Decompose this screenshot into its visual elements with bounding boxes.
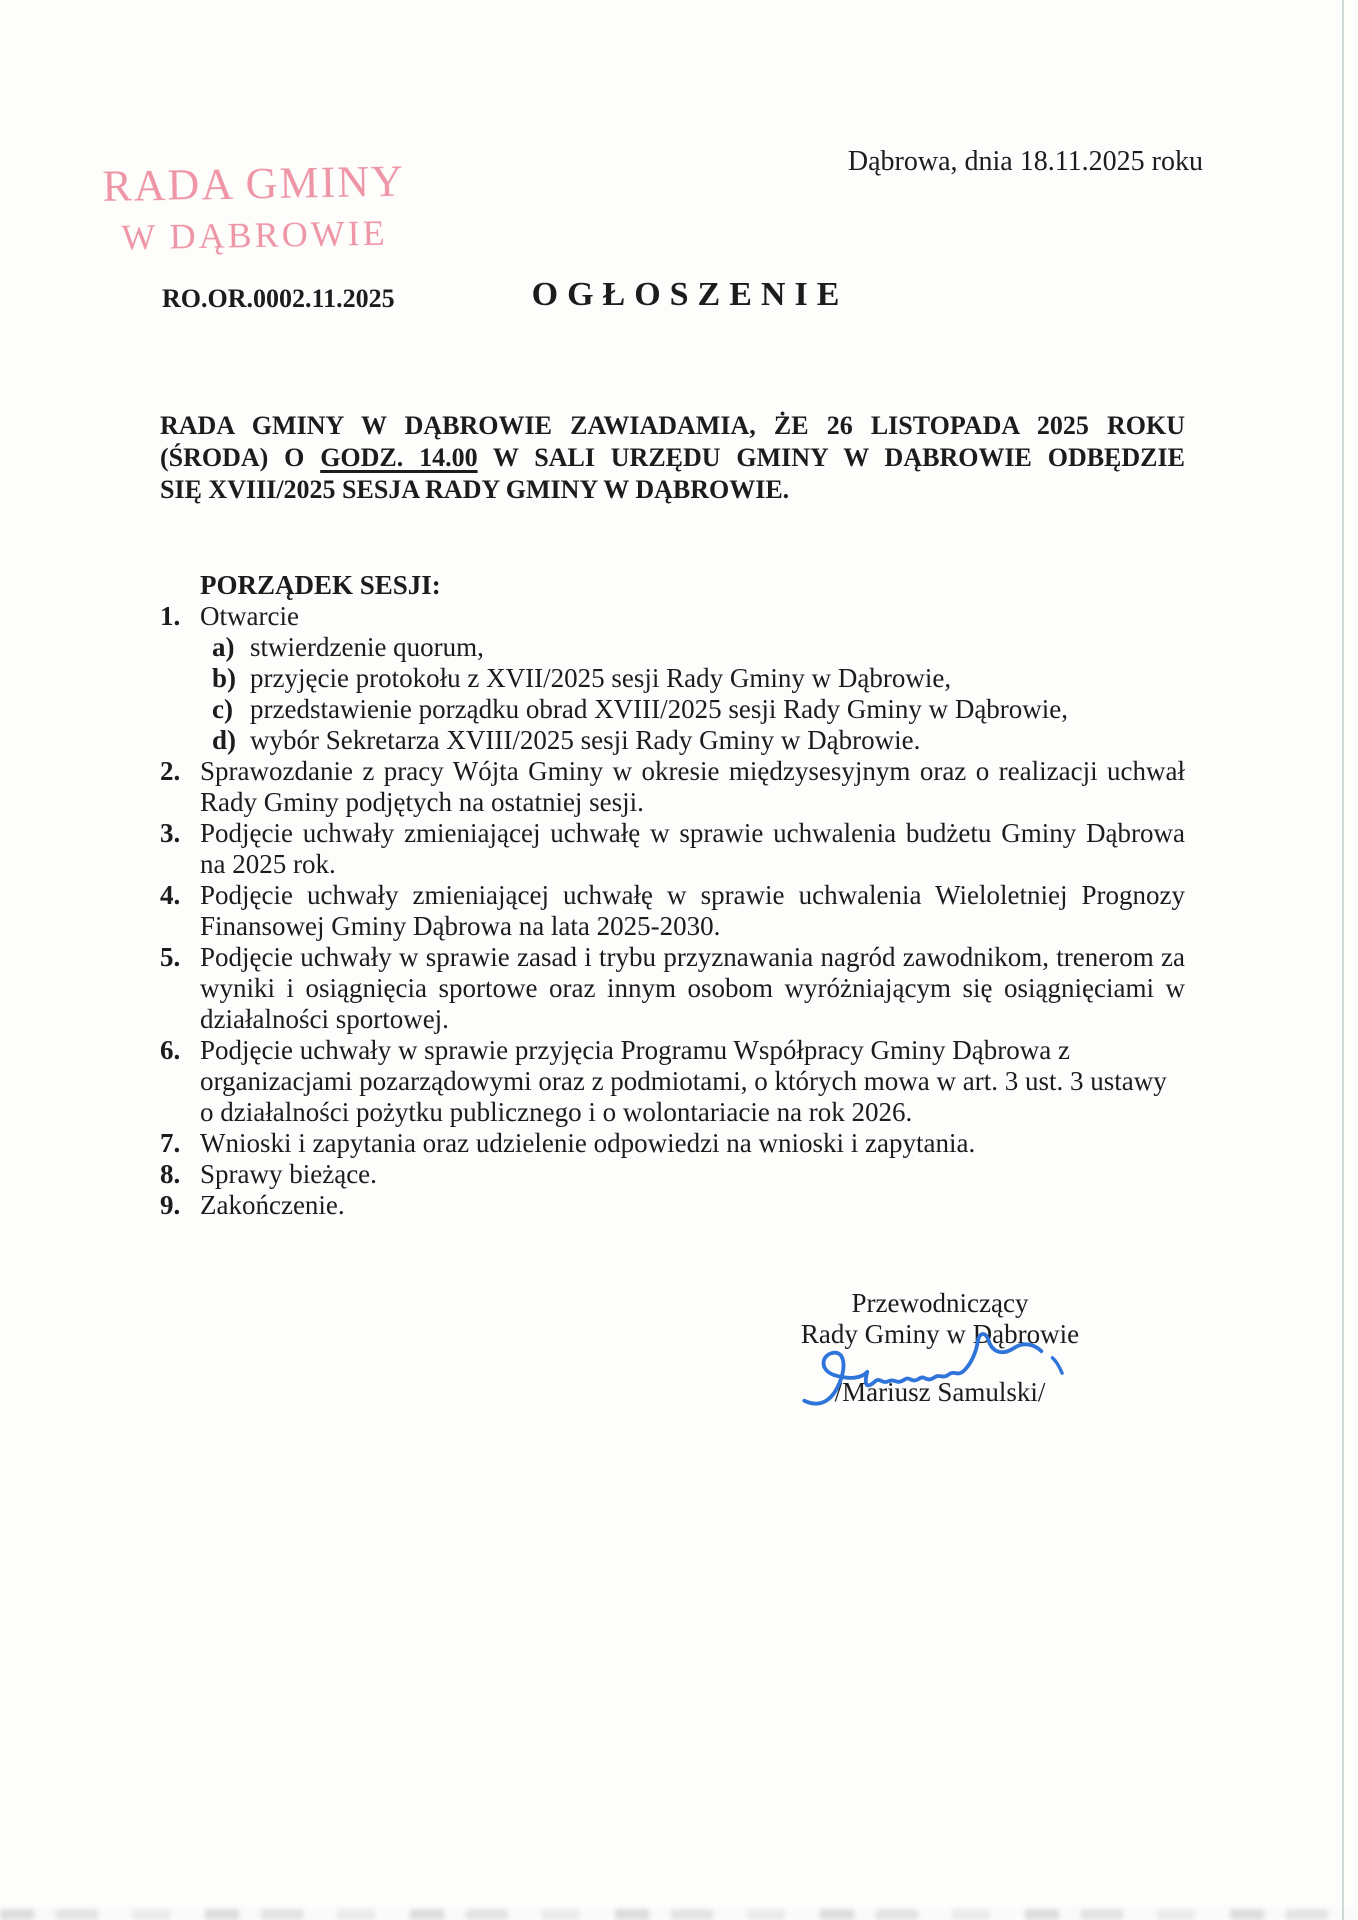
agenda-subitem-letter: b) [212,663,237,693]
stamp-line2: W DĄBROWIE [120,212,388,258]
agenda-subitem-letter: c) [212,694,233,724]
agenda-item-number: 3. [160,818,181,848]
notice-line2 [160,442,1185,474]
stamp-line1: RADA GMINY [101,156,406,211]
dateline: Dąbrowa, dnia 18.11.2025 roku [847,146,1203,177]
reference-number: RO.OR.0002.11.2025 [162,284,395,313]
agenda-item-number: 6. [160,1035,181,1065]
agenda-item [160,601,1185,632]
agenda-subitem-text: przyjęcie protokołu z XVII/2025 sesji Rady Gminy w Dąbrowie, [250,663,952,693]
agenda-item [160,942,1185,1035]
signature-role-line2: Rady Gminy w Dąbrowie [800,1319,1080,1349]
authority-stamp [97,157,411,258]
agenda-item-text: Podjęcie uchwały w sprawie zasad i trybu przyznawania nagród zawodnikom, trenerom za wyniki i osiągnięcia sportowe oraz innym osobom wyróżniającym się osiągnięciami w działalności sportowej. [200,942,1185,1034]
agenda-item-number: 2. [160,756,181,786]
agenda-item-text: Podjęcie uchwały zmieniającej uchwałę w sprawie uchwalenia budżetu Gminy Dąbrowa na 2025 rok. [200,818,1185,879]
agenda-item [160,756,1185,818]
agenda-item-text: Podjęcie uchwały w sprawie przyjęcia Programu Współpracy Gminy Dąbrowa z organizacjami pozarządowymi oraz z podmiotami, o których mowa w art. 3 ust. 3 ustawy o działalności pożytku publicznego i o wolontariacie na rok 2026. [200,1035,1167,1127]
signature-role-line1: Przewodniczący [851,1288,1029,1318]
agenda-item [160,818,1185,880]
agenda-item-number: 8. [160,1159,181,1189]
agenda-subitem-letter: a) [212,632,235,662]
agenda-subitem-text: wybór Sekretarza XVIII/2025 sesji Rady Gminy w Dąbrowie. [250,725,921,755]
agenda-subitem [160,663,1185,694]
agenda-item-text: Podjęcie uchwały zmieniającej uchwałę w sprawie uchwalenia Wieloletniej Prognozy Finansowej Gminy Dąbrowa na lata 2025-2030. [200,880,1185,941]
agenda-list [160,570,1185,1221]
agenda-item-number: 4. [160,880,181,910]
agenda-subitem-text: stwierdzenie quorum, [250,632,484,662]
agenda-item [160,1190,1185,1221]
agenda-heading: PORZĄDEK SESJI: [200,570,441,600]
agenda-subitem-text: przedstawienie porządku obrad XVIII/2025 sesji Rady Gminy w Dąbrowie, [250,694,1069,724]
agenda-item-number: 9. [160,1190,181,1220]
notice-line2-suffix: W SALI URZĘDU GMINY W DĄBROWIE ODBĘDZIE [477,443,1185,472]
notice-line2-prefix: (ŚRODA) O [160,443,321,472]
agenda-item-number: 1. [160,601,181,631]
agenda-subitem-letter: d) [212,725,237,755]
agenda-item-number: 5. [160,942,181,972]
document-title: OGŁOSZENIE [531,276,849,313]
agenda-item-text: Otwarcie [200,601,299,631]
agenda-item-text: Sprawy bieżące. [200,1159,377,1189]
signature-name: /Mariusz Samulski/ [834,1377,1046,1407]
notice-line3: SIĘ XVIII/2025 SESJA RADY GMINY W DĄBROWIE. [160,475,790,504]
notice-paragraph [160,410,1185,506]
agenda-subitem [160,694,1185,725]
agenda-item-text: Zakończenie. [200,1190,345,1220]
agenda-item [160,1035,1185,1128]
agenda-item-text: Sprawozdanie z pracy Wójta Gminy w okresie międzysesyjnym oraz o realizacji uchwał Rady Gminy podjętych na ostatniej sesji. [200,756,1185,817]
agenda-item [160,880,1185,942]
agenda-item-text: Wnioski i zapytania oraz udzielenie odpowiedzi na wnioski i zapytania. [200,1128,976,1158]
notice-time-underlined: GODZ. 14.00 [320,443,478,472]
agenda-subitem [160,725,1185,756]
scan-edge-line [1342,0,1344,1920]
signature-block [770,1288,1110,1408]
agenda-item [160,1128,1185,1159]
agenda-item [160,1159,1185,1190]
scan-bottom-artifact [0,1909,1358,1920]
agenda-subitem [160,632,1185,663]
agenda-item-number: 7. [160,1128,181,1158]
notice-line1: RADA GMINY W DĄBROWIE ZAWIADAMIA, ŻE 26 LISTOPADA 2025 ROKU [160,411,1185,440]
